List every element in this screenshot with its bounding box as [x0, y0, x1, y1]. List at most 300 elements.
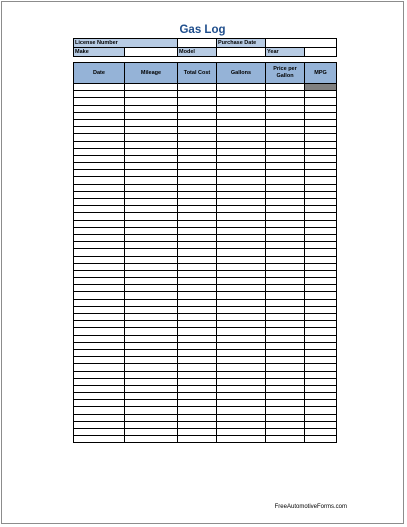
- log-cell[interactable]: [266, 436, 305, 443]
- log-cell[interactable]: [178, 213, 217, 220]
- log-cell[interactable]: [125, 328, 178, 335]
- log-cell[interactable]: [266, 177, 305, 184]
- log-cell[interactable]: [217, 378, 266, 385]
- log-cell[interactable]: [305, 127, 337, 134]
- log-cell[interactable]: [305, 163, 337, 170]
- log-cell[interactable]: [178, 148, 217, 155]
- log-cell[interactable]: [74, 84, 125, 91]
- log-cell[interactable]: [74, 234, 125, 241]
- log-cell[interactable]: [178, 371, 217, 378]
- log-cell[interactable]: [217, 364, 266, 371]
- log-cell[interactable]: [266, 256, 305, 263]
- log-cell[interactable]: [125, 306, 178, 313]
- log-cell[interactable]: [217, 278, 266, 285]
- log-cell[interactable]: [178, 436, 217, 443]
- log-cell[interactable]: [125, 112, 178, 119]
- log-cell[interactable]: [266, 357, 305, 364]
- log-cell[interactable]: [305, 199, 337, 206]
- log-cell[interactable]: [74, 421, 125, 428]
- log-cell[interactable]: [178, 357, 217, 364]
- log-cell[interactable]: [217, 414, 266, 421]
- log-cell[interactable]: [125, 421, 178, 428]
- log-cell[interactable]: [74, 148, 125, 155]
- log-cell[interactable]: [266, 328, 305, 335]
- log-cell[interactable]: [266, 364, 305, 371]
- log-cell[interactable]: [125, 148, 178, 155]
- log-cell[interactable]: [217, 299, 266, 306]
- log-cell[interactable]: [74, 134, 125, 141]
- log-cell[interactable]: [266, 349, 305, 356]
- log-cell[interactable]: [217, 357, 266, 364]
- log-cell[interactable]: [125, 357, 178, 364]
- log-cell[interactable]: [74, 321, 125, 328]
- log-cell[interactable]: [305, 335, 337, 342]
- log-cell[interactable]: [125, 242, 178, 249]
- log-cell[interactable]: [305, 436, 337, 443]
- log-cell[interactable]: [125, 371, 178, 378]
- log-cell[interactable]: [125, 234, 178, 241]
- log-cell[interactable]: [74, 112, 125, 119]
- log-cell[interactable]: [74, 407, 125, 414]
- log-cell[interactable]: [217, 270, 266, 277]
- log-cell[interactable]: [217, 141, 266, 148]
- log-cell[interactable]: [74, 227, 125, 234]
- log-cell[interactable]: [305, 429, 337, 436]
- log-cell[interactable]: [74, 378, 125, 385]
- log-cell[interactable]: [266, 134, 305, 141]
- log-cell[interactable]: [74, 256, 125, 263]
- log-cell[interactable]: [217, 105, 266, 112]
- log-cell[interactable]: [266, 335, 305, 342]
- log-cell[interactable]: [74, 429, 125, 436]
- model-field[interactable]: [217, 48, 266, 57]
- log-cell[interactable]: [217, 163, 266, 170]
- make-field[interactable]: [125, 48, 178, 57]
- log-cell[interactable]: [305, 177, 337, 184]
- log-cell[interactable]: [125, 378, 178, 385]
- log-cell[interactable]: [266, 184, 305, 191]
- log-cell[interactable]: [305, 148, 337, 155]
- log-cell[interactable]: [266, 429, 305, 436]
- log-cell[interactable]: [178, 421, 217, 428]
- log-cell[interactable]: [125, 119, 178, 126]
- log-cell[interactable]: [217, 127, 266, 134]
- log-cell[interactable]: [125, 184, 178, 191]
- log-cell[interactable]: [178, 378, 217, 385]
- log-cell[interactable]: [217, 421, 266, 428]
- log-cell[interactable]: [266, 407, 305, 414]
- log-cell[interactable]: [217, 263, 266, 270]
- log-cell[interactable]: [217, 314, 266, 321]
- log-cell[interactable]: [125, 91, 178, 98]
- log-cell[interactable]: [305, 263, 337, 270]
- log-cell[interactable]: [125, 206, 178, 213]
- log-cell[interactable]: [217, 170, 266, 177]
- log-cell[interactable]: [74, 393, 125, 400]
- log-cell[interactable]: [178, 227, 217, 234]
- log-cell[interactable]: [305, 91, 337, 98]
- log-cell[interactable]: [74, 91, 125, 98]
- log-cell[interactable]: [125, 414, 178, 421]
- log-cell[interactable]: [217, 285, 266, 292]
- log-cell[interactable]: [74, 285, 125, 292]
- log-cell[interactable]: [74, 278, 125, 285]
- log-cell[interactable]: [217, 256, 266, 263]
- log-cell[interactable]: [305, 306, 337, 313]
- log-cell[interactable]: [217, 220, 266, 227]
- log-cell[interactable]: [266, 112, 305, 119]
- log-cell[interactable]: [305, 141, 337, 148]
- log-cell[interactable]: [305, 342, 337, 349]
- log-cell[interactable]: [217, 206, 266, 213]
- log-cell[interactable]: [305, 385, 337, 392]
- log-cell[interactable]: [217, 84, 266, 91]
- log-cell[interactable]: [266, 314, 305, 321]
- log-cell[interactable]: [217, 400, 266, 407]
- log-cell[interactable]: [178, 112, 217, 119]
- log-cell[interactable]: [305, 270, 337, 277]
- log-cell[interactable]: [266, 285, 305, 292]
- log-cell[interactable]: [217, 385, 266, 392]
- log-cell[interactable]: [266, 263, 305, 270]
- log-cell[interactable]: [305, 393, 337, 400]
- log-cell[interactable]: [74, 371, 125, 378]
- log-cell[interactable]: [125, 342, 178, 349]
- log-cell[interactable]: [178, 393, 217, 400]
- log-cell[interactable]: [125, 134, 178, 141]
- log-cell[interactable]: [125, 163, 178, 170]
- log-cell[interactable]: [266, 206, 305, 213]
- log-cell[interactable]: [125, 270, 178, 277]
- log-cell[interactable]: [125, 314, 178, 321]
- log-cell[interactable]: [178, 407, 217, 414]
- log-cell[interactable]: [266, 414, 305, 421]
- log-cell[interactable]: [178, 184, 217, 191]
- log-cell[interactable]: [217, 234, 266, 241]
- log-cell[interactable]: [178, 321, 217, 328]
- log-cell[interactable]: [74, 127, 125, 134]
- log-cell[interactable]: [305, 84, 337, 91]
- log-cell[interactable]: [125, 393, 178, 400]
- log-cell[interactable]: [266, 127, 305, 134]
- log-cell[interactable]: [178, 342, 217, 349]
- log-cell[interactable]: [305, 220, 337, 227]
- license-number-field[interactable]: [178, 39, 217, 48]
- log-cell[interactable]: [305, 328, 337, 335]
- log-cell[interactable]: [305, 414, 337, 421]
- log-cell[interactable]: [125, 249, 178, 256]
- log-cell[interactable]: [125, 436, 178, 443]
- log-cell[interactable]: [305, 407, 337, 414]
- log-cell[interactable]: [305, 155, 337, 162]
- log-cell[interactable]: [178, 335, 217, 342]
- log-cell[interactable]: [217, 371, 266, 378]
- log-cell[interactable]: [125, 278, 178, 285]
- log-cell[interactable]: [178, 278, 217, 285]
- log-cell[interactable]: [178, 105, 217, 112]
- log-cell[interactable]: [305, 285, 337, 292]
- log-cell[interactable]: [125, 98, 178, 105]
- log-cell[interactable]: [266, 163, 305, 170]
- log-cell[interactable]: [74, 385, 125, 392]
- log-cell[interactable]: [74, 414, 125, 421]
- log-cell[interactable]: [305, 112, 337, 119]
- log-cell[interactable]: [178, 206, 217, 213]
- log-cell[interactable]: [74, 314, 125, 321]
- log-cell[interactable]: [178, 119, 217, 126]
- log-cell[interactable]: [266, 148, 305, 155]
- log-cell[interactable]: [178, 385, 217, 392]
- log-cell[interactable]: [178, 141, 217, 148]
- log-cell[interactable]: [217, 321, 266, 328]
- log-cell[interactable]: [178, 234, 217, 241]
- log-cell[interactable]: [217, 429, 266, 436]
- log-cell[interactable]: [178, 242, 217, 249]
- log-cell[interactable]: [266, 98, 305, 105]
- log-cell[interactable]: [305, 278, 337, 285]
- log-cell[interactable]: [74, 155, 125, 162]
- log-cell[interactable]: [74, 299, 125, 306]
- log-cell[interactable]: [178, 127, 217, 134]
- log-cell[interactable]: [217, 335, 266, 342]
- log-cell[interactable]: [266, 270, 305, 277]
- log-cell[interactable]: [305, 371, 337, 378]
- log-cell[interactable]: [266, 105, 305, 112]
- log-cell[interactable]: [178, 91, 217, 98]
- log-cell[interactable]: [74, 270, 125, 277]
- log-cell[interactable]: [217, 242, 266, 249]
- log-cell[interactable]: [178, 292, 217, 299]
- log-cell[interactable]: [74, 213, 125, 220]
- log-cell[interactable]: [178, 170, 217, 177]
- log-cell[interactable]: [74, 349, 125, 356]
- log-cell[interactable]: [266, 400, 305, 407]
- log-cell[interactable]: [266, 170, 305, 177]
- log-cell[interactable]: [217, 119, 266, 126]
- log-cell[interactable]: [125, 385, 178, 392]
- log-cell[interactable]: [74, 220, 125, 227]
- log-cell[interactable]: [266, 321, 305, 328]
- log-cell[interactable]: [125, 400, 178, 407]
- log-cell[interactable]: [74, 328, 125, 335]
- log-cell[interactable]: [305, 213, 337, 220]
- log-cell[interactable]: [266, 292, 305, 299]
- log-cell[interactable]: [217, 227, 266, 234]
- log-cell[interactable]: [305, 421, 337, 428]
- log-cell[interactable]: [125, 299, 178, 306]
- log-cell[interactable]: [305, 98, 337, 105]
- log-cell[interactable]: [305, 400, 337, 407]
- log-cell[interactable]: [178, 414, 217, 421]
- log-cell[interactable]: [125, 170, 178, 177]
- log-cell[interactable]: [266, 421, 305, 428]
- log-cell[interactable]: [74, 242, 125, 249]
- log-cell[interactable]: [305, 349, 337, 356]
- log-cell[interactable]: [74, 191, 125, 198]
- log-cell[interactable]: [178, 220, 217, 227]
- log-cell[interactable]: [178, 155, 217, 162]
- log-cell[interactable]: [305, 378, 337, 385]
- log-cell[interactable]: [305, 184, 337, 191]
- log-cell[interactable]: [125, 256, 178, 263]
- log-cell[interactable]: [266, 119, 305, 126]
- log-cell[interactable]: [125, 213, 178, 220]
- log-cell[interactable]: [266, 191, 305, 198]
- log-cell[interactable]: [266, 249, 305, 256]
- log-cell[interactable]: [217, 328, 266, 335]
- log-cell[interactable]: [74, 184, 125, 191]
- log-cell[interactable]: [266, 227, 305, 234]
- log-cell[interactable]: [305, 242, 337, 249]
- log-cell[interactable]: [125, 105, 178, 112]
- log-cell[interactable]: [178, 328, 217, 335]
- log-cell[interactable]: [125, 84, 178, 91]
- log-cell[interactable]: [74, 141, 125, 148]
- log-cell[interactable]: [125, 407, 178, 414]
- log-cell[interactable]: [125, 364, 178, 371]
- log-cell[interactable]: [74, 163, 125, 170]
- log-cell[interactable]: [178, 199, 217, 206]
- log-cell[interactable]: [266, 84, 305, 91]
- log-cell[interactable]: [74, 292, 125, 299]
- log-cell[interactable]: [74, 263, 125, 270]
- log-cell[interactable]: [178, 249, 217, 256]
- log-cell[interactable]: [217, 407, 266, 414]
- log-cell[interactable]: [266, 220, 305, 227]
- log-cell[interactable]: [178, 177, 217, 184]
- log-cell[interactable]: [178, 364, 217, 371]
- log-cell[interactable]: [266, 242, 305, 249]
- log-cell[interactable]: [266, 91, 305, 98]
- log-cell[interactable]: [125, 155, 178, 162]
- log-cell[interactable]: [305, 191, 337, 198]
- log-cell[interactable]: [217, 436, 266, 443]
- log-cell[interactable]: [125, 285, 178, 292]
- log-cell[interactable]: [125, 227, 178, 234]
- log-cell[interactable]: [74, 249, 125, 256]
- log-cell[interactable]: [266, 299, 305, 306]
- log-cell[interactable]: [74, 335, 125, 342]
- log-cell[interactable]: [305, 249, 337, 256]
- log-cell[interactable]: [217, 292, 266, 299]
- log-cell[interactable]: [217, 249, 266, 256]
- log-cell[interactable]: [178, 299, 217, 306]
- log-cell[interactable]: [74, 170, 125, 177]
- log-cell[interactable]: [217, 393, 266, 400]
- log-cell[interactable]: [74, 98, 125, 105]
- log-cell[interactable]: [125, 127, 178, 134]
- log-cell[interactable]: [217, 155, 266, 162]
- log-cell[interactable]: [74, 119, 125, 126]
- log-cell[interactable]: [74, 177, 125, 184]
- log-cell[interactable]: [217, 349, 266, 356]
- log-cell[interactable]: [178, 349, 217, 356]
- log-cell[interactable]: [178, 270, 217, 277]
- log-cell[interactable]: [266, 278, 305, 285]
- log-cell[interactable]: [217, 191, 266, 198]
- log-cell[interactable]: [266, 199, 305, 206]
- log-cell[interactable]: [305, 314, 337, 321]
- log-cell[interactable]: [305, 292, 337, 299]
- log-cell[interactable]: [74, 206, 125, 213]
- log-cell[interactable]: [305, 119, 337, 126]
- log-cell[interactable]: [74, 306, 125, 313]
- log-cell[interactable]: [178, 429, 217, 436]
- log-cell[interactable]: [266, 234, 305, 241]
- log-cell[interactable]: [178, 134, 217, 141]
- log-cell[interactable]: [217, 91, 266, 98]
- log-cell[interactable]: [125, 220, 178, 227]
- log-cell[interactable]: [74, 400, 125, 407]
- log-cell[interactable]: [125, 263, 178, 270]
- log-cell[interactable]: [125, 335, 178, 342]
- log-cell[interactable]: [266, 155, 305, 162]
- log-cell[interactable]: [125, 199, 178, 206]
- log-cell[interactable]: [217, 184, 266, 191]
- log-cell[interactable]: [178, 306, 217, 313]
- log-cell[interactable]: [305, 321, 337, 328]
- log-cell[interactable]: [178, 263, 217, 270]
- log-cell[interactable]: [74, 342, 125, 349]
- log-cell[interactable]: [217, 199, 266, 206]
- log-cell[interactable]: [178, 191, 217, 198]
- log-cell[interactable]: [217, 213, 266, 220]
- log-cell[interactable]: [305, 206, 337, 213]
- log-cell[interactable]: [266, 385, 305, 392]
- log-cell[interactable]: [305, 256, 337, 263]
- log-cell[interactable]: [305, 227, 337, 234]
- log-cell[interactable]: [125, 191, 178, 198]
- log-cell[interactable]: [74, 436, 125, 443]
- log-cell[interactable]: [125, 321, 178, 328]
- log-cell[interactable]: [266, 306, 305, 313]
- log-cell[interactable]: [74, 364, 125, 371]
- log-cell[interactable]: [217, 148, 266, 155]
- log-cell[interactable]: [125, 349, 178, 356]
- log-cell[interactable]: [178, 98, 217, 105]
- log-cell[interactable]: [178, 314, 217, 321]
- log-cell[interactable]: [217, 98, 266, 105]
- log-cell[interactable]: [125, 429, 178, 436]
- log-cell[interactable]: [266, 393, 305, 400]
- log-cell[interactable]: [266, 141, 305, 148]
- log-cell[interactable]: [74, 199, 125, 206]
- log-cell[interactable]: [125, 177, 178, 184]
- log-cell[interactable]: [266, 213, 305, 220]
- year-field[interactable]: [305, 48, 337, 57]
- log-cell[interactable]: [305, 299, 337, 306]
- log-cell[interactable]: [266, 378, 305, 385]
- log-cell[interactable]: [178, 256, 217, 263]
- log-cell[interactable]: [305, 170, 337, 177]
- log-cell[interactable]: [74, 357, 125, 364]
- log-cell[interactable]: [217, 134, 266, 141]
- log-cell[interactable]: [305, 105, 337, 112]
- log-cell[interactable]: [217, 306, 266, 313]
- log-cell[interactable]: [178, 400, 217, 407]
- log-cell[interactable]: [266, 371, 305, 378]
- log-cell[interactable]: [305, 134, 337, 141]
- log-cell[interactable]: [305, 234, 337, 241]
- log-cell[interactable]: [178, 285, 217, 292]
- log-cell[interactable]: [266, 342, 305, 349]
- log-cell[interactable]: [305, 357, 337, 364]
- log-cell[interactable]: [217, 342, 266, 349]
- log-cell[interactable]: [217, 112, 266, 119]
- log-cell[interactable]: [125, 141, 178, 148]
- purchase-date-field[interactable]: [266, 39, 337, 48]
- log-cell[interactable]: [178, 84, 217, 91]
